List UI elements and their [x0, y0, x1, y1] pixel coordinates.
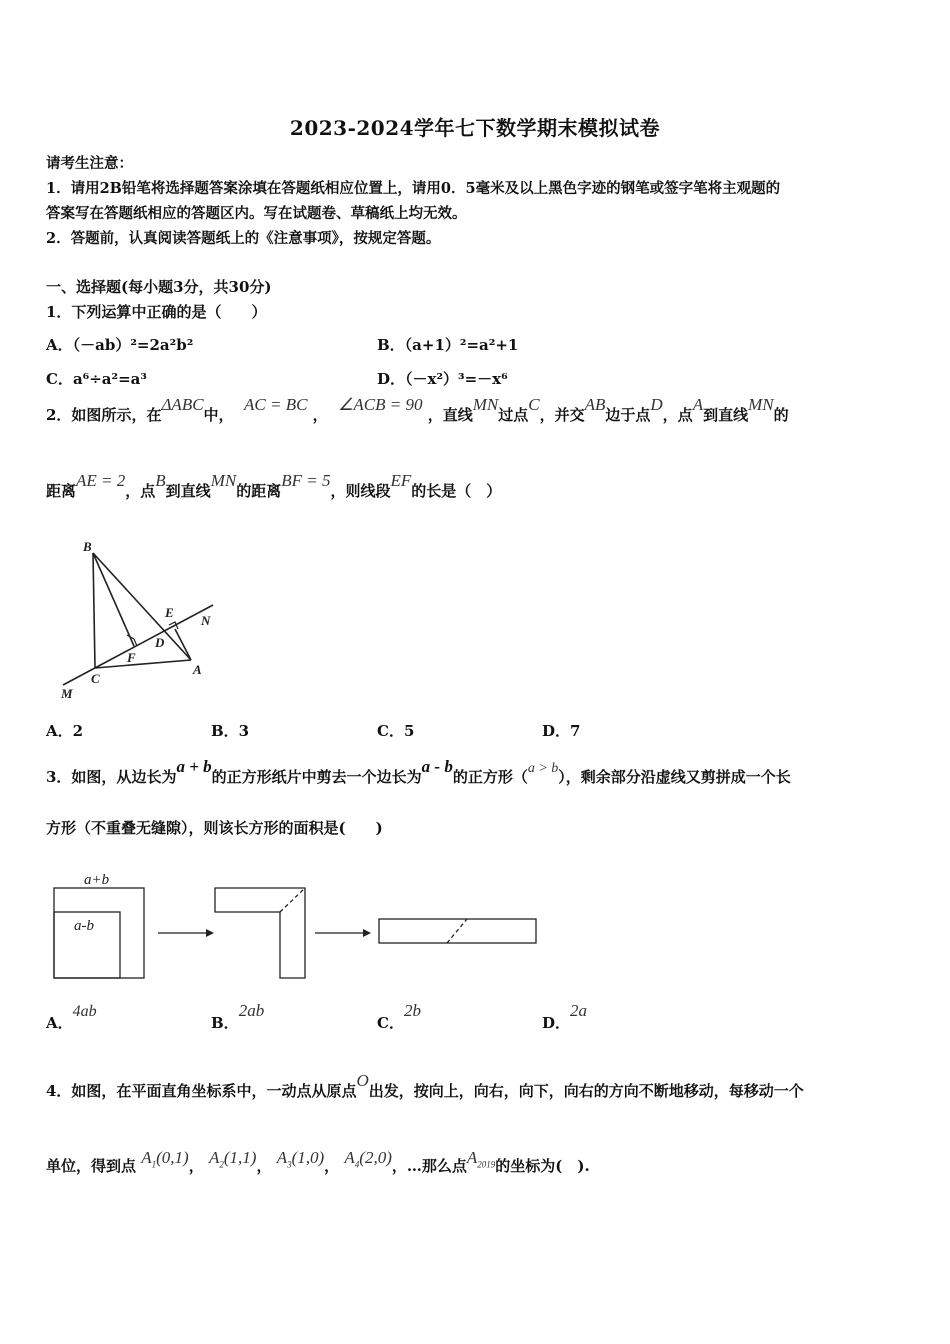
q3-line-2: 方形（不重叠无缝隙），则该长方形的面积是( ) — [46, 819, 383, 837]
q2-math-ef: EF — [390, 471, 412, 490]
q3-figure — [50, 866, 550, 986]
q3-text: 3．如图，从边长为 — [46, 768, 177, 786]
q2-text: 中， — [203, 406, 234, 424]
q3-option-a-math: 4ab — [72, 1003, 97, 1020]
q3-math-a-plus-b: a + b — [176, 757, 212, 776]
label-d: D — [155, 635, 165, 650]
q2-math-d: D — [650, 395, 663, 414]
q4-comma: ， — [188, 1157, 204, 1175]
big-square — [54, 888, 144, 978]
q4-point-a1 — [141, 1148, 189, 1170]
q4-a3-letter: A — [276, 1148, 288, 1167]
q3-text: ），剩余部分沿虚线又剪拼成一个长 — [558, 768, 791, 786]
q3-option-c-label: C． — [377, 1014, 404, 1032]
q2-option-d: D．7 — [542, 722, 581, 740]
q2-math-ab: AB — [584, 395, 606, 414]
q4-a2019-sub: 2019 — [477, 1159, 496, 1170]
q4-text: 的坐标为( ). — [495, 1157, 590, 1175]
segment-bf — [93, 553, 134, 646]
q2-text: 过点 — [498, 406, 529, 424]
q2-text: 到直线 — [703, 406, 749, 424]
q4-comma: ， — [256, 1157, 272, 1175]
arrow-2-head — [363, 929, 371, 937]
q2-math-c: C — [528, 395, 540, 414]
q4-a3-coord: (1,0) — [291, 1148, 325, 1167]
q2-text: 距离 — [46, 482, 77, 500]
q2-line-2 — [46, 471, 502, 501]
q2-math-triangle: ΔABC — [161, 395, 204, 414]
label-b: B — [83, 539, 92, 554]
page-title: 2023-2024学年七下数学期末模拟试卷 — [289, 116, 661, 140]
q1-option-c: C．a⁶÷a²=a³ — [46, 370, 147, 388]
label-c: C — [91, 671, 100, 686]
q2-text: ，点 — [662, 406, 693, 424]
line-mn — [63, 605, 213, 685]
q2-option-b: B．3 — [211, 722, 250, 740]
q4-line-1 — [46, 1071, 804, 1101]
q2-option-c: C．5 — [377, 722, 415, 740]
q2-math-angle: ∠ACB = 90 — [338, 395, 423, 414]
q1-option-d: D．（－x²）³=－x⁶ — [377, 370, 508, 388]
q3-line-1 — [46, 757, 791, 787]
label-n: N — [201, 613, 211, 628]
q4-point-a2019 — [466, 1148, 496, 1170]
q2-text: ， — [312, 406, 328, 424]
label-e: E — [165, 605, 174, 620]
q3-math-a-minus-b: a - b — [421, 757, 453, 776]
cut-line-1 — [280, 888, 305, 912]
label-a-plus-b: a+b — [84, 872, 110, 888]
q2-text: 到直线 — [165, 482, 211, 500]
q2-math-ac-bc: AC = BC — [244, 395, 308, 414]
q4-a4-sub: 4 — [354, 1159, 360, 1170]
q4-text: ，…那么点 — [391, 1157, 467, 1175]
label-f: F — [127, 650, 136, 665]
q4-a1-sub: 1 — [151, 1159, 157, 1170]
q4-a3-sub: 3 — [287, 1159, 292, 1170]
notes-line-1b: 答案写在答题纸相应的答题区内。写在试题卷、草稿纸上均无效。 — [46, 205, 467, 222]
segment-ba — [93, 553, 191, 660]
q2-math-bf: BF = 5 — [281, 471, 331, 490]
q4-text: 单位，得到点 — [46, 1157, 137, 1175]
q4-a1-letter: A — [141, 1148, 152, 1167]
q3-option-b — [211, 1001, 265, 1033]
q4-a4-coord: (2,0) — [359, 1148, 392, 1167]
q2-text: 的 — [773, 406, 789, 424]
q4-math-o: O — [356, 1071, 369, 1090]
q4-comma: ， — [324, 1157, 340, 1175]
arrow-1-head — [206, 929, 214, 937]
q2-text: ，直线 — [427, 406, 473, 424]
q4-point-a4 — [344, 1148, 392, 1170]
q3-option-a-label: A． — [46, 1014, 73, 1032]
q2-text: ，点 — [125, 482, 156, 500]
q3-option-d-label: D． — [542, 1014, 571, 1032]
q3-option-c — [377, 1001, 421, 1033]
q4-a2-sub: 2 — [219, 1159, 224, 1170]
q3-option-d — [542, 1001, 588, 1033]
notes-line-1a: 1．请用2B铅笔将选择题答案涂填在答题纸相应位置上，请用0．5毫米及以上黑色字迹的钢笔或签字笔将主观题的 — [46, 180, 781, 197]
q2-text: ，则线段 — [330, 482, 391, 500]
q4-a2-coord: (1,1) — [223, 1148, 257, 1167]
label-a-minus-b: a-b — [74, 918, 94, 934]
q1-stem: 1．下列运算中正确的是（ ） — [46, 303, 267, 321]
q3-option-c-math: 2b — [403, 1001, 421, 1020]
q3-option-a — [46, 1003, 97, 1033]
q3-math-a-gt-b: a > b — [527, 761, 559, 776]
q2-figure — [55, 535, 225, 705]
q4-line-2 — [46, 1148, 590, 1177]
q2-text: 的距离 — [236, 482, 282, 500]
notes-line-2: 2．答题前，认真阅读答题纸上的《注意事项》，按规定答题。 — [46, 230, 441, 247]
q4-point-a2 — [208, 1148, 257, 1170]
q4-a2019-letter: A — [466, 1148, 478, 1167]
q2-text: ，并交 — [539, 406, 585, 424]
q1-option-a: A．（－ab）²=2a²b² — [46, 336, 194, 354]
notes-heading: 请考生注意： — [46, 155, 133, 172]
q3-text: 的正方形纸片中剪去一个边长为 — [211, 768, 422, 786]
q4-text: 4．如图，在平面直角坐标系中，一动点从原点 — [46, 1082, 357, 1100]
q2-text: 2．如图所示，在 — [46, 406, 162, 424]
label-m: M — [61, 686, 73, 701]
q2-math-mn: MN — [472, 395, 499, 414]
q2-line-1 — [46, 395, 789, 425]
q3-option-b-label: B． — [211, 1014, 239, 1032]
q4-a2-letter: A — [208, 1148, 220, 1167]
label-a: A — [193, 662, 202, 677]
cut-line-2 — [447, 919, 467, 943]
q3-option-b-math: 2ab — [238, 1001, 265, 1020]
q4-a1-coord: (0,1) — [156, 1148, 189, 1167]
q2-text: 的长是（ ） — [411, 482, 502, 500]
q2-option-a: A．2 — [46, 722, 84, 740]
q1-option-b: B．（a+1）²=a²+1 — [377, 336, 519, 354]
q2-math-a: A — [692, 395, 704, 414]
q2-math-b: B — [155, 471, 166, 490]
q4-text: 出发，按向上，向右，向下，向右的方向不断地移动，每移动一个 — [368, 1082, 804, 1100]
segment-bc — [93, 553, 95, 668]
segment-ca — [95, 660, 191, 668]
q2-text: 边于点 — [605, 406, 651, 424]
q2-math-mn: MN — [210, 471, 237, 490]
section-heading: 一、选择题(每小题3分，共30分) — [46, 278, 272, 296]
q4-point-a3 — [276, 1148, 325, 1170]
q3-text: 的正方形（ — [452, 768, 528, 786]
q2-math-mn: MN — [748, 395, 774, 414]
q3-option-d-math: 2a — [570, 1001, 588, 1020]
q2-math-ae: AE = 2 — [76, 471, 126, 490]
q4-a4-letter: A — [344, 1148, 355, 1167]
